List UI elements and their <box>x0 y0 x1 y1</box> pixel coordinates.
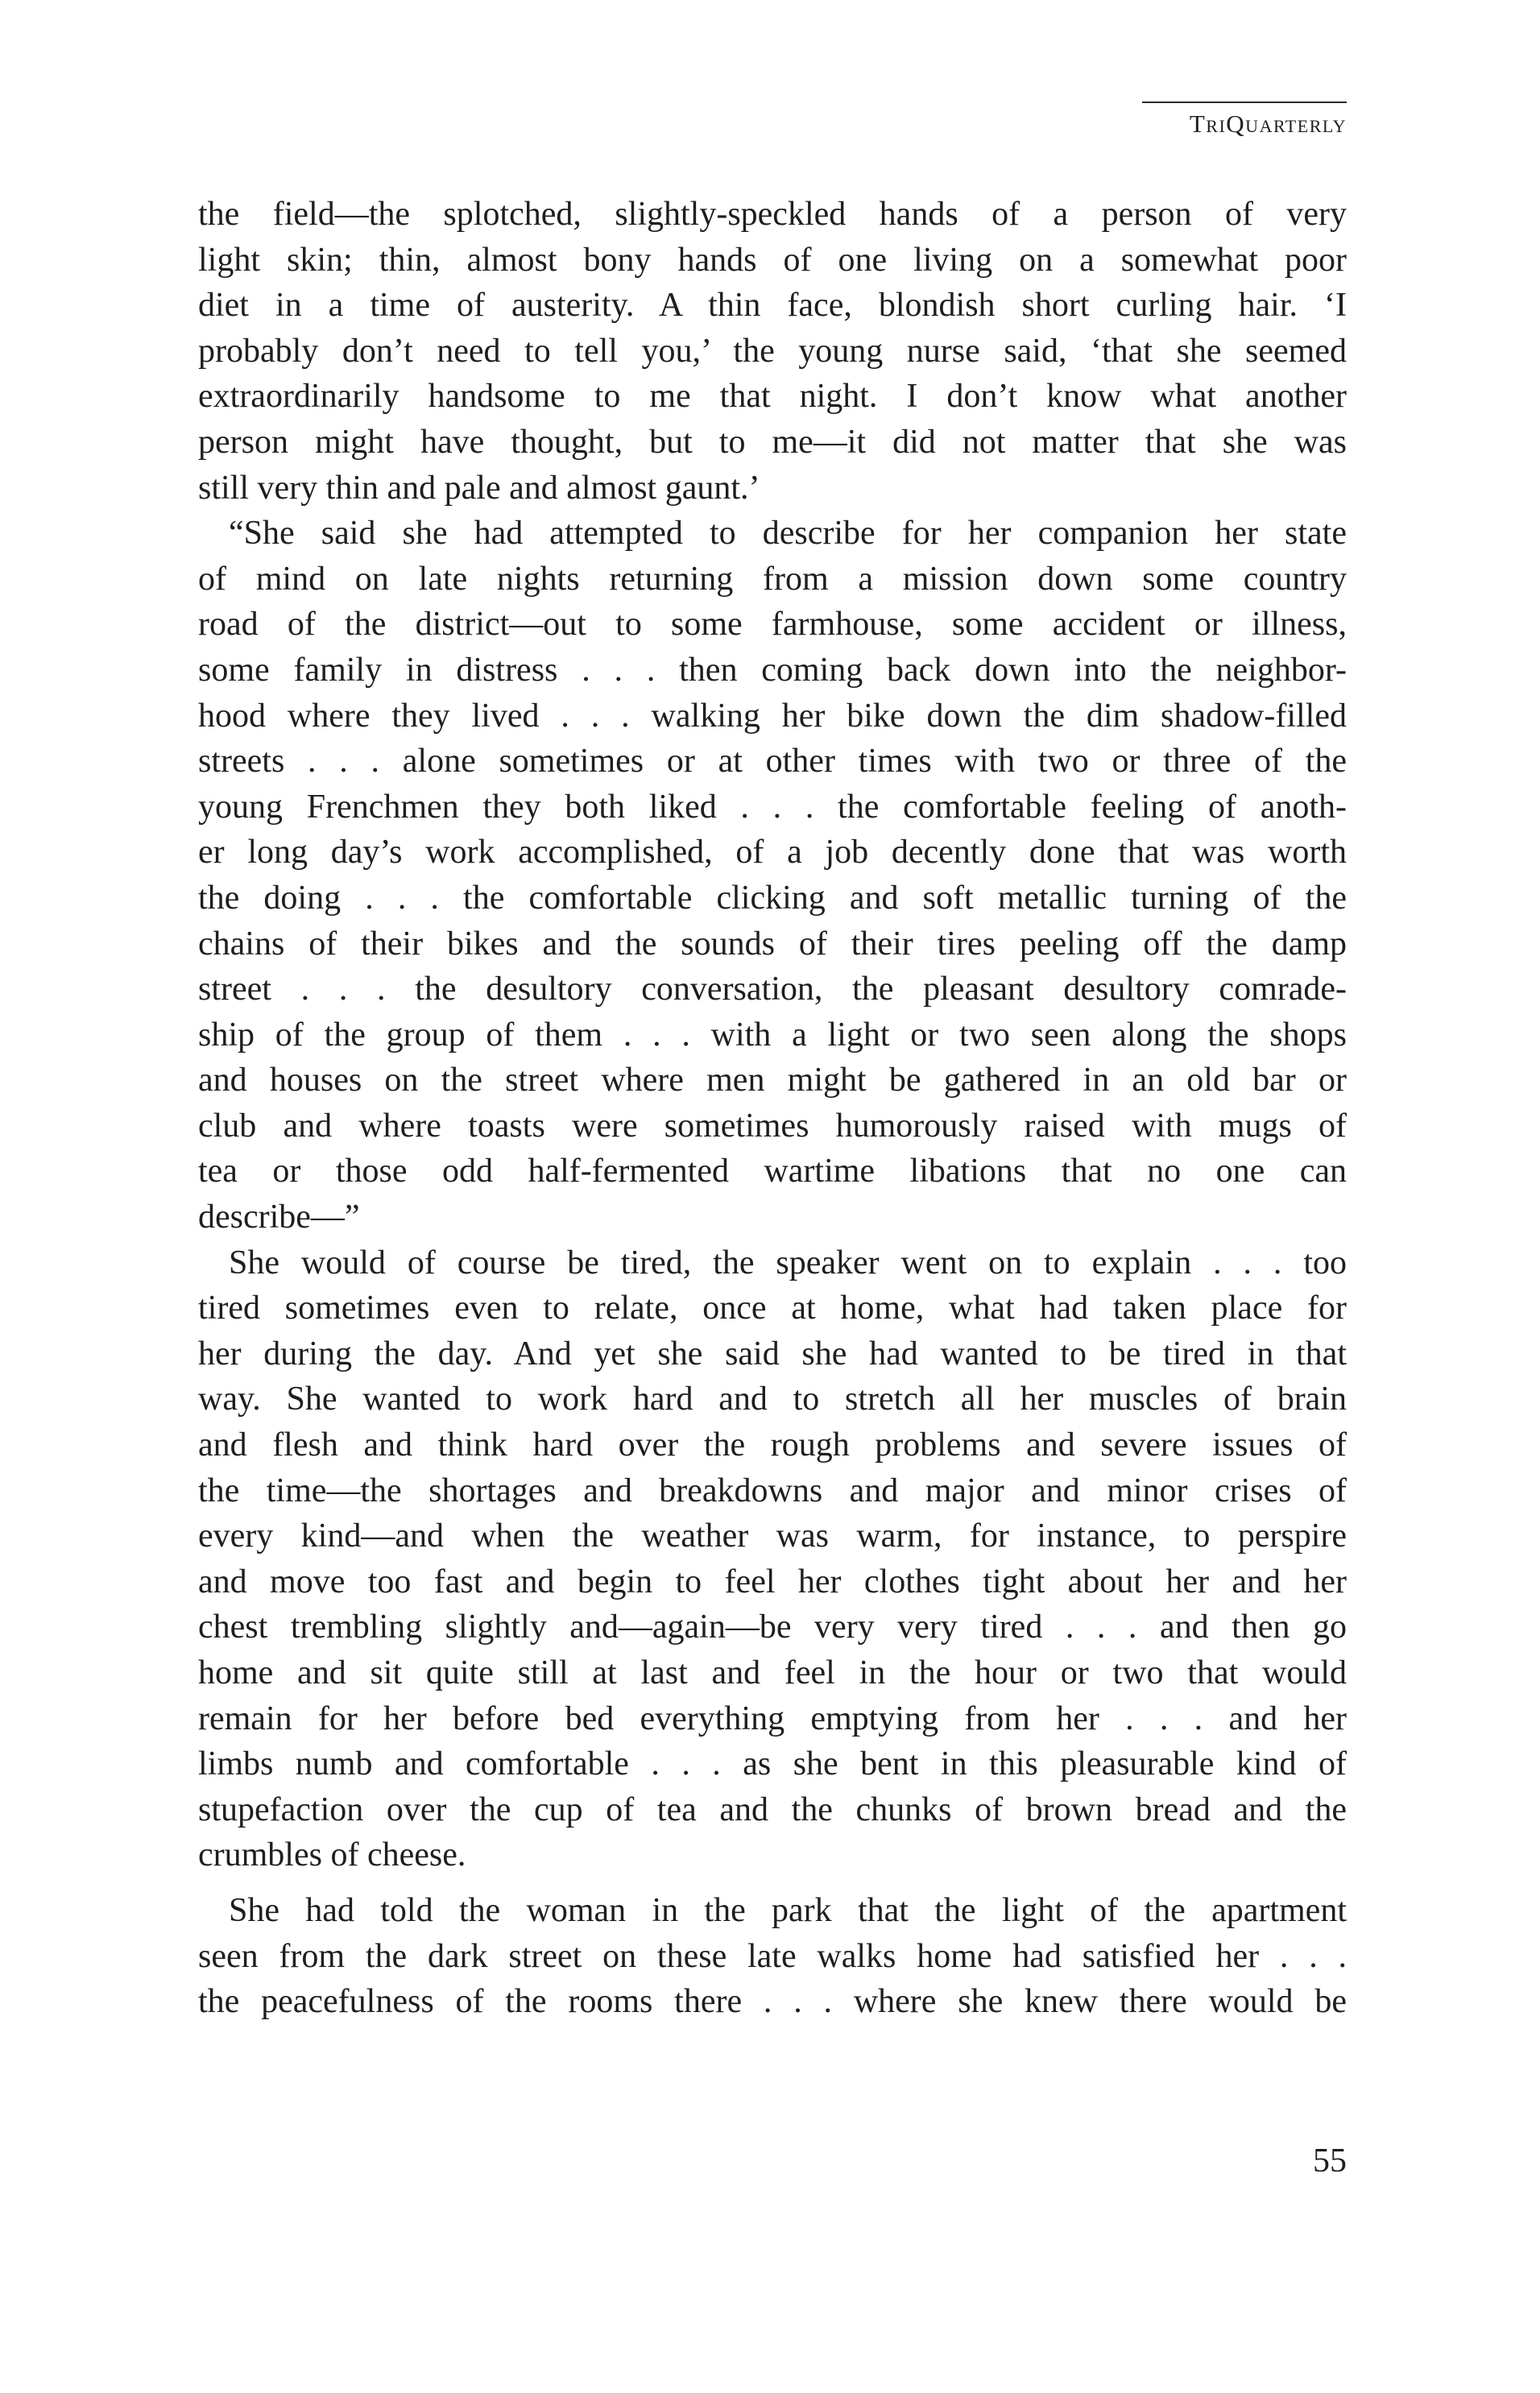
text-line: and flesh and think hard over the rough problems and severe issues of <box>198 1426 1347 1464</box>
text-line: ship of the group of them . . . with a light or two seen along the shops <box>198 1016 1347 1054</box>
text-line: still very thin and pale and almost gaunt.’ <box>198 469 760 507</box>
text-line: crumbles of cheese. <box>198 1836 466 1874</box>
text-line: club and where toasts were sometimes humorously raised with mugs of <box>198 1107 1347 1145</box>
text-line: She would of course be tired, the speaker went on to explain . . . too <box>229 1244 1347 1281</box>
text-line: tea or those odd half-fermented wartime libations that no one can <box>198 1153 1347 1190</box>
text-line: diet in a time of austerity. A thin face, blondish short curling hair. ‘I <box>198 287 1347 325</box>
text-line: chest trembling slightly and—again—be very very tired . . . and then go <box>198 1608 1347 1646</box>
text-line: of mind on late nights returning from a mission down some country <box>198 560 1347 598</box>
text-line: the peacefulness of the rooms there . . . where she knew there would be <box>198 1983 1347 2021</box>
text-line: street . . . the desultory conversation, the pleasant desultory comrade- <box>198 971 1347 1008</box>
text-line: the doing . . . the comfortable clicking and soft metallic turning of the <box>198 879 1347 917</box>
text-line: her during the day. And yet she said she had wanted to be tired in that <box>198 1335 1347 1372</box>
text-line: seen from the dark street on these late walks home had satisfied her . . . <box>198 1937 1347 1975</box>
paragraph-1 <box>198 192 1347 511</box>
text-line: road of the district—out to some farmhouse, some accident or illness, <box>198 606 1347 644</box>
text-line: er long day’s work accomplished, of a job decently done that was worth <box>198 834 1347 871</box>
text-line: and houses on the street where men might be gathered in an old bar or <box>198 1062 1347 1099</box>
text-line: She had told the woman in the park that the light of the apartment <box>229 1891 1347 1929</box>
text-line: hood where they lived . . . walking her bike down the dim shadow-filled <box>198 697 1347 735</box>
text-line: probably don’t need to tell you,’ the young nurse said, ‘that she seemed <box>198 332 1347 370</box>
text-line: extraordinarily handsome to me that night. I don’t know what another <box>198 378 1347 416</box>
paragraph-3 <box>198 1240 1347 1878</box>
text-line: the time—the shortages and breakdowns and major and minor crises of <box>198 1472 1347 1509</box>
running-head: TriQuarterly <box>1142 101 1347 136</box>
text-line: describe—” <box>198 1199 360 1236</box>
text-line: every kind—and when the weather was warm, for instance, to perspire <box>198 1517 1347 1555</box>
page-number: 55 <box>1313 2143 1347 2180</box>
text-line: chains of their bikes and the sounds of their tires peeling off the damp <box>198 925 1347 963</box>
text-line: young Frenchmen they both liked . . . the comfortable feeling of anoth- <box>198 788 1347 826</box>
text-line: light skin; thin, almost bony hands of one living on a somewhat poor <box>198 241 1347 279</box>
paragraph-4 <box>198 1888 1347 2025</box>
text-line: the field—the splotched, slightly-speckled hands of a person of very <box>198 196 1347 233</box>
text-line: some family in distress . . . then coming back down into the neighbor- <box>198 651 1347 689</box>
text-line: stupefaction over the cup of tea and the chunks of brown bread and the <box>198 1791 1347 1828</box>
text-line: way. She wanted to work hard and to stretch all her muscles of brain <box>198 1381 1347 1418</box>
text-line: streets . . . alone sometimes or at other times with two or three of the <box>198 743 1347 780</box>
text-line: remain for her before bed everything emptying from her . . . and her <box>198 1700 1347 1737</box>
text-line: tired sometimes even to relate, once at home, what had taken place for <box>198 1290 1347 1327</box>
text-line: and move too fast and begin to feel her clothes tight about her and her <box>198 1563 1347 1600</box>
text-line: “She said she had attempted to describe for her companion her state <box>229 515 1347 553</box>
body-text <box>198 192 1347 2025</box>
text-line: home and sit quite still at last and feel in the hour or two that would <box>198 1654 1347 1691</box>
paragraph-2 <box>198 511 1347 1240</box>
text-line: limbs numb and comfortable . . . as she bent in this pleasurable kind of <box>198 1745 1347 1783</box>
text-line: person might have thought, but to me—it did not matter that she was <box>198 423 1347 461</box>
